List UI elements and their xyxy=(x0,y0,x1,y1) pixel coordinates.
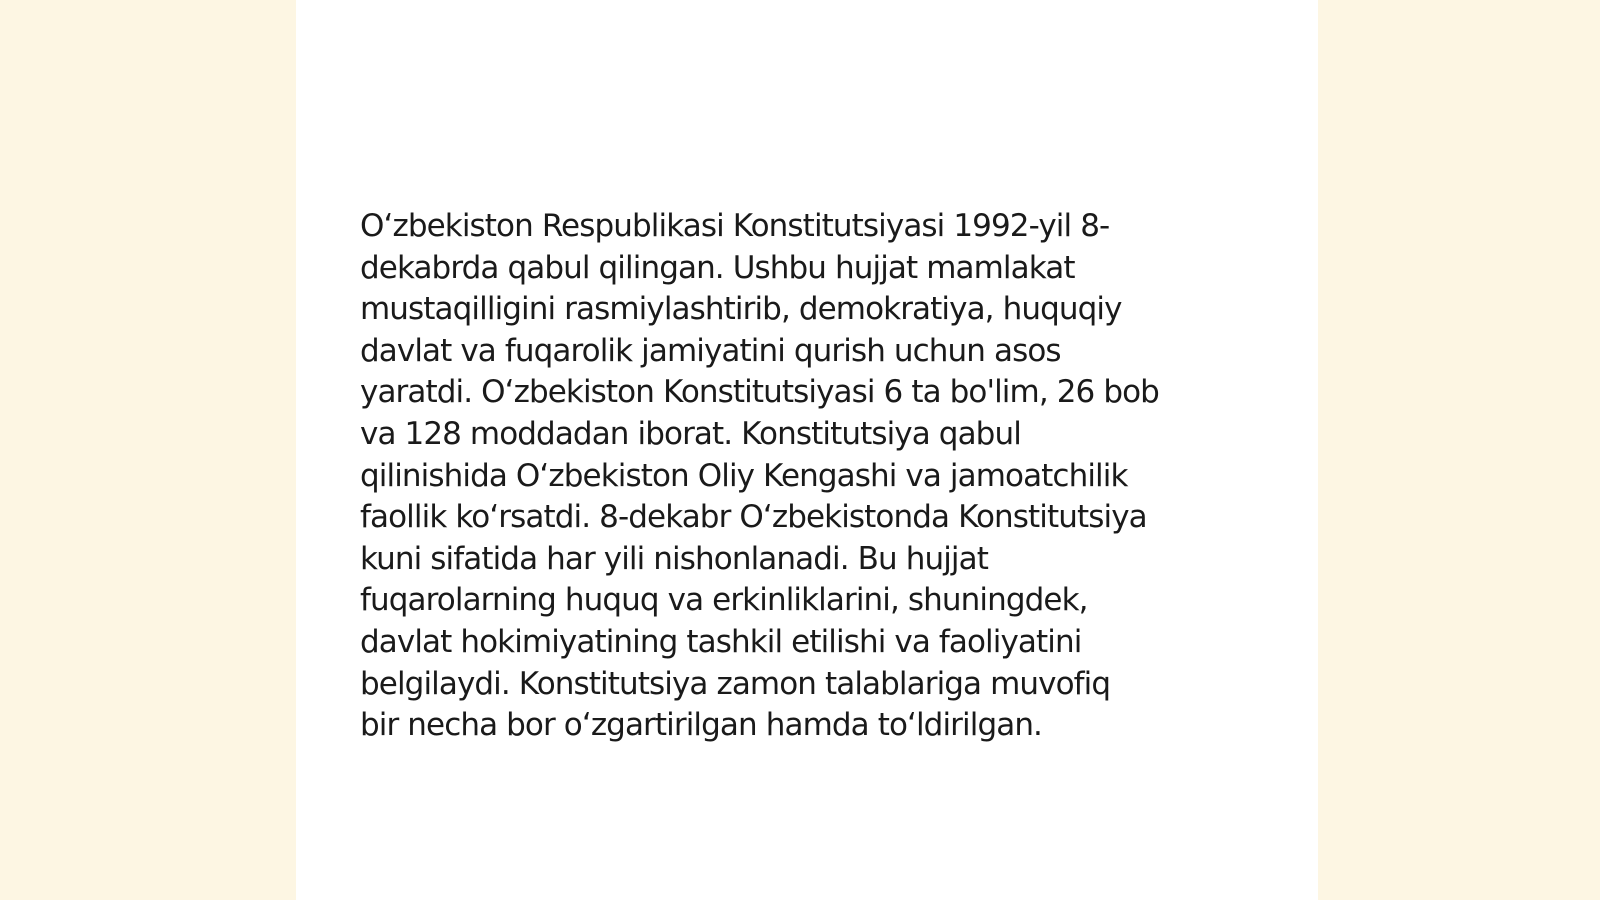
text-line: fuqarolarning huquq va erkinliklarini, shuningdek, xyxy=(360,582,1088,619)
text-line: belgilaydi. Konstitutsiya zamon talablariga muvofiq xyxy=(360,665,1111,702)
text-line: mustaqilligini rasmiylashtirib, demokratiya, huquqiy xyxy=(360,291,1122,328)
body-paragraph xyxy=(360,206,1260,747)
text-line: dekabrda qabul qilingan. Ushbu hujjat mamlakat xyxy=(360,249,1075,286)
text-line: bir necha bor oʻzgartirilgan hamda toʻldirilgan. xyxy=(360,707,1043,744)
text-line: davlat va fuqarolik jamiyatini qurish uchun asos xyxy=(360,332,1061,369)
text-line: yaratdi. Oʻzbekiston Konstitutsiyasi 6 ta bo'lim, 26 bob xyxy=(360,374,1159,411)
text-line: Oʻzbekiston Respublikasi Konstitutsiyasi 1992-yil 8- xyxy=(360,208,1110,244)
text-line: faollik koʻrsatdi. 8-dekabr Oʻzbekistonda Konstitutsiya xyxy=(360,499,1147,536)
text-line: qilinishida Oʻzbekiston Oliy Kengashi va jamoatchilik xyxy=(360,457,1128,494)
text-line: davlat hokimiyatining tashkil etilishi va faoliyatini xyxy=(360,623,1082,660)
text-line: va 128 moddadan iborat. Konstitutsiya qabul xyxy=(360,415,1021,452)
text-line: kuni sifatida har yili nishonlanadi. Bu hujjat xyxy=(360,540,988,577)
document-page xyxy=(296,0,1318,900)
